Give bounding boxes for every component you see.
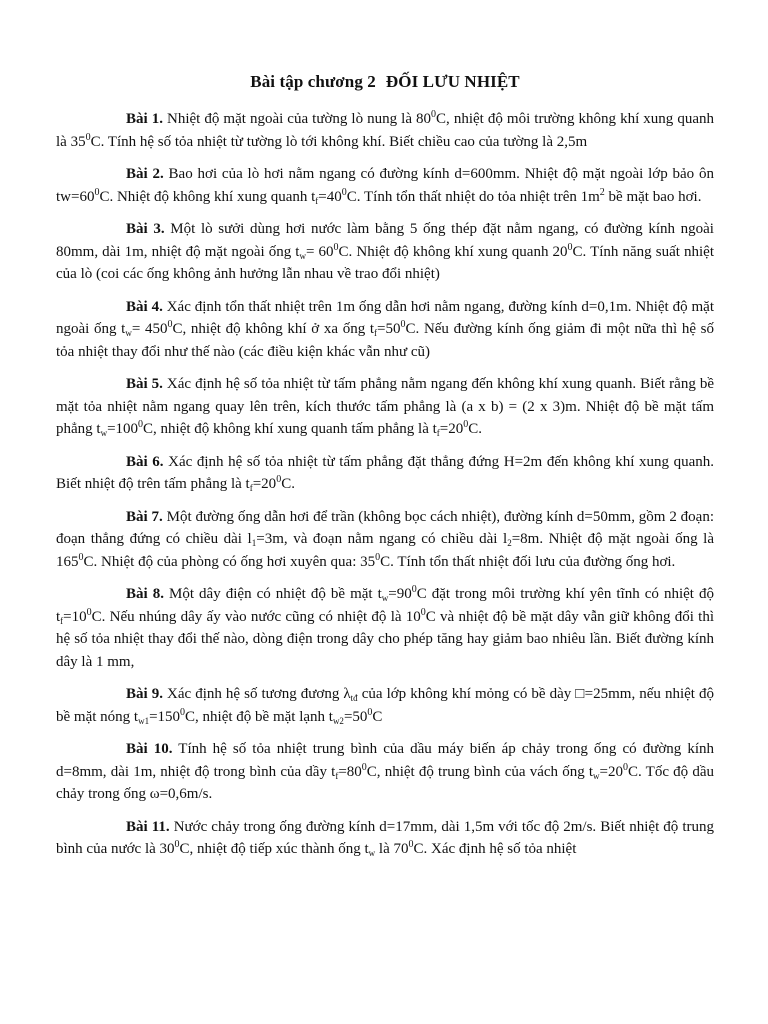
exercise-label: Bài 3. (126, 221, 165, 237)
exercise-text: Xác định hệ số tỏa nhiệt từ tấm phẳng nằm ngang đến không khí xung quanh. Biết rằng bề mặt tỏa nhiệt nằm ngang quay lên trên, kích thước tấm phẳng là (a x b) = (2 x 3)m. Nhiệt độ bề mặt tấm phẳng $t_w=100^0C$, nhiệt độ không khí xung quanh tấm phẳng là $t_f=20^0C$. (56, 376, 714, 438)
title-chapter: Bài tập chương 2 (250, 72, 376, 91)
exercise-text: Một đường ống dẫn hơi để trần (không bọc cách nhiệt), đường kính d=50mm, gồm 2 đoạn: đoạn thẳng đứng có chiều dài $l_1=3m$, và đoạn nằm ngang có chiều dài $l_2=8m$. Nhiệt độ mặt ngoài ống là $165^0C$. Nhiệt độ của phòng có ống hơi xuyên qua: $35^0C$. Tính tổn thất nhiệt đối lưu của đường ống hơi. (56, 508, 715, 570)
exercise-label: Bài 7. (126, 508, 163, 525)
exercise-7 (56, 506, 714, 574)
exercise-label: Bài 8. (126, 586, 164, 602)
exercise-6 (56, 451, 714, 496)
exercise-11 (56, 816, 714, 861)
exercise-text: Bao hơi của lò hơi nằm ngang có đường kính d=600mm. Nhiệt độ mặt ngoài lớp bảo ôn $tw=60^0C$. Nhiệt độ không khí xung quanh $t_f=40^0C$. Tính tổn thất nhiệt do tỏa nhiệt trên $1m^2$ bề mặt bao hơi. (56, 166, 714, 206)
exercise-text: Xác định tổn thất nhiệt trên 1m ống dẫn hơi nằm ngang, đường kính d=0,1m. Nhiệt độ mặt ngoài ống $t_w= 450^0C$, nhiệt độ không khí ở xa ống $t_f=50^0C$. Nếu đường kính ống giảm đi một nữa thì hệ số tỏa nhiệt thay đổi như thế nào (các điều kiện khác vẫn như cũ) (56, 298, 714, 360)
exercise-2 (56, 163, 714, 208)
exercise-label: Bài 6. (126, 453, 164, 470)
exercise-label: Bài 9. (126, 686, 163, 702)
exercise-1 (56, 108, 714, 153)
exercise-5 (56, 373, 714, 441)
exercise-4 (56, 296, 714, 364)
exercise-list (56, 108, 714, 861)
exercise-3 (56, 218, 714, 286)
title-topic: ĐỐI LƯU NHIỆT (385, 72, 520, 91)
exercise-text: Một lò sưởi dùng hơi nước làm bằng 5 ống thép đặt nằm ngang, có đường kính ngoài 80mm, dài 1m, nhiệt độ mặt ngoài ống $t_w= 60^0C$. Nhiệt độ không khí xung quanh $20^0C$. Tính năng suất nhiệt của lò (coi các ống không ảnh hưởng lẫn nhau về trao đổi nhiệt) (56, 221, 714, 282)
exercise-text: Tính hệ số tỏa nhiệt trung bình của dầu máy biến áp chảy trong ống có đường kính d=8mm, dài 1m, nhiệt độ trong bình của dầy $t_f=80^0C$, nhiệt độ trung bình của vách ống $t_w=20^0C$. Tốc độ dầu chảy trong ống ω=0,6m/s. (56, 741, 714, 802)
exercise-text: Nước chảy trong ống đường kính d=17mm, dài 1,5m với tốc độ 2m/s. Biết nhiệt độ trung bình của nước là $30^0C$, nhiệt độ tiếp xúc thành ống $t_w$ là $70^0C$. Xác định hệ số tỏa nhiệt (56, 818, 714, 858)
exercise-10 (56, 738, 714, 806)
exercise-9 (56, 683, 714, 728)
exercise-text: Một dây điện có nhiệt độ bề mặt $t_w=90^0C$ đặt trong môi trường khí yên tĩnh có nhiệt độ $t_f=10^0C$. Nếu nhúng dây ấy vào nước cũng có nhiệt độ là $10^0C$ và nhiệt độ bề mặt dây vẫn giữ không đổi thì hệ số tỏa nhiệt thay đổi thế nào, dòng điện trong dây cho phép tăng hay giảm bao nhiêu lần. Biết đường kính dây là 1 mm, (56, 584, 715, 670)
exercise-text: Nhiệt độ mặt ngoài của tường lò nung là $80^0C$, nhiệt độ môi trường không khí xung quanh là $35^0C$. Tính hệ số tỏa nhiệt từ tường lò tới không khí. Biết chiều cao của tường là 2,5m (56, 109, 714, 150)
exercise-text: Xác định hệ số tương đương $\lambda_{tđ}$ của lớp không khí mỏng có bề dày □=25mm, nếu nhiệt độ bề mặt nóng $t_{w1}=150^0C$, nhiệt độ bề mặt lạnh $t_{w2}=50^0C$ (56, 686, 714, 726)
exercise-label: Bài 2. (126, 166, 164, 182)
exercise-label: Bài 10. (126, 741, 173, 757)
exercise-text: Xác định hệ số tỏa nhiệt từ tấm phẳng đặt thẳng đứng H=2m đến không khí xung quanh. Biết nhiệt độ trên tấm phẳng là $t_f=20^0C$. (56, 453, 714, 493)
exercise-label: Bài 4. (126, 298, 163, 315)
exercise-label: Bài 11. (126, 818, 170, 835)
exercise-8 (56, 583, 714, 673)
exercise-label: Bài 5. (126, 376, 163, 392)
page-title (56, 72, 714, 92)
exercise-label: Bài 1. (126, 111, 163, 127)
